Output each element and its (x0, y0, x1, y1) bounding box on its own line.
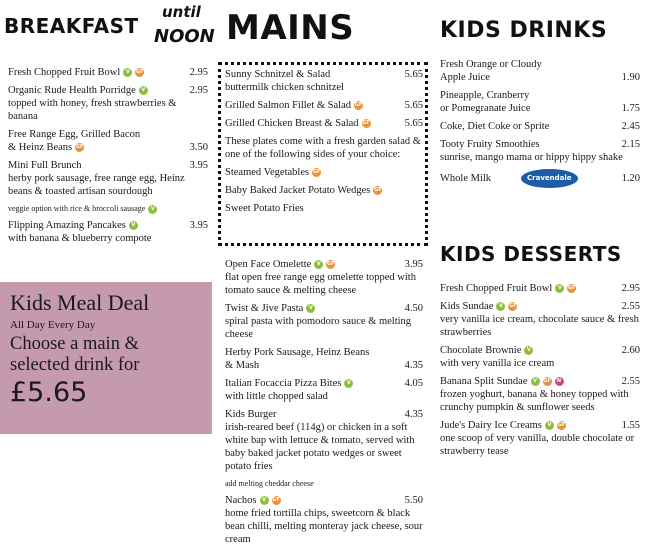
item-name: Sunny Schnitzel & Salad (225, 69, 331, 80)
item-price: 3.95 (404, 259, 423, 270)
item-name-row (440, 138, 640, 151)
menu-item (440, 89, 640, 115)
item-name-cont: & Heinz Beans (8, 142, 73, 153)
menu-item (440, 138, 640, 164)
item-price: 2.45 (621, 121, 640, 132)
menu-item (225, 202, 423, 215)
item-description: with banana & blueberry compote (8, 233, 152, 244)
vegetarian-badge-icon: V (306, 304, 315, 313)
item-name: Banana Split Sundae (440, 376, 528, 387)
noon-label: NOON (154, 26, 215, 47)
menu-item (225, 258, 423, 297)
item-name: Open Face Omelette (225, 259, 312, 270)
item-price: 2.95 (189, 85, 208, 96)
item-price: 1.90 (621, 72, 640, 83)
gluten-free-badge-icon: GF (75, 144, 84, 150)
vegetarian-badge-icon: V (314, 260, 323, 269)
item-name: Free Range Egg, Grilled Bacon (8, 129, 141, 140)
item-name: Sweet Potato Fries (225, 203, 304, 214)
item-name-row (440, 169, 640, 188)
item-name-row (440, 71, 640, 84)
vegetarian-badge-icon: V (524, 346, 533, 355)
item-name-row (440, 300, 640, 313)
deal-line-2: selected drink for (10, 355, 140, 375)
menu-item (8, 84, 208, 123)
item-name: Pineapple, Cranberry (440, 90, 530, 101)
menu-item (440, 419, 640, 458)
item-name-row (440, 282, 640, 295)
breakfast-heading: BREAKFAST (4, 14, 139, 38)
item-price: 5.65 (404, 100, 423, 111)
menu-item (8, 128, 208, 154)
item-name-row (225, 408, 423, 421)
item-price: 2.15 (621, 139, 640, 150)
vegetarian-badge-icon: V (129, 221, 138, 230)
item-description: home fried tortilla chips, sweetcorn & black bean chilli, melting monteray jack cheese, sour cream (225, 508, 423, 545)
item-name: Italian Focaccia Pizza Bites (225, 378, 342, 389)
menu-item (440, 169, 640, 188)
item-price: 5.65 (404, 118, 423, 129)
deal-subtitle: All Day Every Day (10, 319, 96, 331)
item-name-row (8, 159, 208, 172)
item-name-row (225, 202, 423, 215)
item-name: Fresh Orange or Cloudy (440, 59, 542, 70)
deal-title: Kids Meal Deal (10, 290, 150, 315)
menu-item (225, 68, 423, 94)
mains-platter-list (225, 68, 423, 220)
vegetarian-badge-icon: V (555, 284, 564, 293)
item-name: Whole Milk (440, 173, 492, 184)
item-name-row (225, 117, 423, 130)
item-note (225, 478, 423, 489)
item-note (8, 203, 208, 214)
item-name-cont: & Mash (225, 360, 260, 371)
menu-item (225, 302, 423, 341)
vegetarian-badge-icon: V (260, 496, 269, 505)
menu-item (440, 58, 640, 84)
item-name-row (8, 141, 208, 154)
vegetarian-badge-icon: V (545, 421, 554, 430)
item-price: 2.95 (189, 67, 208, 78)
vegetarian-badge-icon: V (123, 68, 132, 77)
item-price: 1.55 (621, 420, 640, 431)
gluten-free-badge-icon: GF (509, 303, 517, 309)
item-name-row (440, 102, 640, 115)
item-name: Coke, Diet Coke or Sprite (440, 121, 550, 132)
vegetarian-badge-icon: V (344, 379, 353, 388)
item-price: 2.55 (621, 376, 640, 387)
mains-heading: MAINS (226, 8, 355, 48)
item-price: 3.50 (189, 142, 208, 153)
item-name-row (225, 258, 423, 271)
item-name-row (440, 375, 640, 388)
item-name-cont: or Pomegranate Juice (440, 103, 531, 114)
item-name-row (225, 494, 423, 507)
kids-meal-deal (0, 282, 212, 434)
item-description: flat open free range egg omelette topped with tomato sauce & melting cheese (225, 272, 416, 296)
until-label: until (162, 3, 201, 21)
item-description: herby pork sausage, free range egg, Heinz beans & toasted artisan sourdough (8, 173, 185, 197)
item-price: 3.95 (189, 220, 208, 231)
menu-item (225, 346, 423, 372)
menu-item (225, 408, 423, 473)
menu-item (225, 494, 423, 546)
item-name: Chocolate Brownie (440, 345, 522, 356)
item-note-text: add melting cheddar cheese (225, 479, 314, 488)
item-description: irish-reared beef (114g) or chicken in a soft white bap with lettuce & tomato, served with baby baked jacket potato wedges or sweet potato fries (225, 422, 415, 472)
item-description: one scoop of very vanilla, double chocolate or strawberry tease (440, 433, 635, 457)
item-price: 2.55 (621, 301, 640, 312)
item-name-row (8, 219, 208, 232)
breakfast-list (8, 66, 208, 250)
item-description: topped with honey, fresh strawberries & banana (8, 98, 177, 122)
item-name: Mini Full Brunch (8, 160, 82, 171)
item-price: 4.35 (404, 360, 423, 371)
item-name: Fresh Chopped Fruit Bowl (440, 283, 553, 294)
item-price: 5.65 (404, 69, 423, 80)
nuts-badge-icon: N (555, 377, 564, 386)
gluten-free-badge-icon: GF (557, 422, 566, 428)
gluten-free-badge-icon: GF (374, 187, 382, 193)
item-description: with very vanilla ice cream (440, 358, 555, 369)
vegetarian-badge-icon: V (148, 205, 157, 214)
menu-item (225, 117, 423, 130)
gluten-free-badge-icon: GF (272, 497, 280, 503)
vegetarian-badge-icon: V (531, 377, 540, 386)
item-name: Baby Baked Jacket Potato Wedges (225, 185, 371, 196)
item-price: 2.95 (621, 283, 640, 294)
item-name-row (225, 184, 423, 197)
menu-item (440, 120, 640, 133)
item-description: very vanilla ice cream, chocolate sauce & fresh strawberries (440, 314, 639, 338)
item-price: 4.50 (404, 303, 423, 314)
menu-item (225, 135, 423, 161)
item-name-row (440, 419, 640, 432)
kids-drinks-heading: KIDS DRINKS (440, 18, 608, 43)
gluten-free-badge-icon: GF (354, 102, 363, 108)
gluten-free-badge-icon: GF (327, 261, 335, 267)
vegetarian-badge-icon: V (496, 302, 505, 311)
item-name: Jude's Dairy Ice Creams (440, 420, 542, 431)
menu-item (8, 159, 208, 198)
item-name-cont: Apple Juice (440, 72, 490, 83)
item-name-row (225, 377, 423, 390)
item-name: Flipping Amazing Pancakes (8, 220, 126, 231)
item-name-row (225, 68, 423, 81)
menu-item (225, 377, 423, 403)
item-description: buttermilk chicken schnitzel (225, 82, 344, 93)
item-description: with little chopped salad (225, 391, 328, 402)
item-name: Organic Rude Health Porridge (8, 85, 136, 96)
item-name-row (225, 99, 423, 112)
kids-drinks-list (440, 58, 640, 193)
item-name: Tooty Fruity Smoothies (440, 139, 540, 150)
item-name: Grilled Chicken Breast & Salad (225, 118, 359, 129)
item-name-row (8, 84, 208, 97)
kids-desserts-heading: KIDS DESSERTS (440, 242, 622, 266)
menu-item (440, 300, 640, 339)
gluten-free-badge-icon: GF (362, 120, 370, 126)
gluten-free-badge-icon: GF (312, 169, 321, 175)
item-price: 4.05 (404, 378, 423, 389)
item-name-row (225, 359, 423, 372)
item-description: sunrise, mango mama or hippy hippy shake (440, 152, 623, 163)
item-name: Grilled Salmon Fillet & Salad (225, 100, 351, 111)
item-description: frozen yoghurt, banana & honey topped with crunchy pumpkin & sunflower seeds (440, 389, 629, 413)
item-price: 3.95 (189, 160, 208, 171)
gluten-free-badge-icon: GF (543, 378, 551, 384)
item-price: 4.35 (404, 409, 423, 420)
item-description: spiral pasta with pomodoro sauce & melting cheese (225, 316, 412, 340)
item-name: Nachos (225, 495, 257, 506)
item-name: Kids Burger (225, 409, 277, 420)
kids-desserts-list (440, 282, 640, 463)
vegetarian-badge-icon: V (139, 86, 148, 95)
item-name-row (440, 120, 640, 133)
gluten-free-badge-icon: GF (136, 69, 144, 75)
item-name: Steamed Vegetables (225, 167, 310, 178)
item-description: These plates come with a fresh garden salad & one of the following sides of your choice: (225, 136, 421, 160)
menu-item (440, 375, 640, 414)
item-name-row (8, 66, 208, 79)
mains-list (225, 258, 423, 551)
item-price: 2.60 (621, 345, 640, 356)
deal-line-1: Choose a main & (10, 334, 139, 354)
item-name-row (225, 302, 423, 315)
item-name-row (440, 344, 640, 357)
menu-item (8, 66, 208, 79)
item-name: Kids Sundae (440, 301, 494, 312)
deal-price: £5.65 (10, 377, 88, 408)
menu-item (440, 344, 640, 370)
item-name: Herby Pork Sausage, Heinz Beans (225, 347, 370, 358)
item-name: Fresh Chopped Fruit Bowl (8, 67, 121, 78)
item-name: Twist & Jive Pasta (225, 303, 304, 314)
menu-item (225, 99, 423, 112)
item-name-row (225, 166, 423, 179)
item-note-text: veggie option with rice & broccoli sausage (8, 204, 146, 213)
menu-item (225, 166, 423, 179)
cravendale-logo: Cravendale (521, 169, 578, 188)
item-price: 1.20 (621, 173, 640, 184)
menu-item (8, 219, 208, 245)
gluten-free-badge-icon: GF (568, 285, 576, 291)
item-price: 5.50 (404, 495, 423, 506)
menu-item (440, 282, 640, 295)
menu-item (225, 184, 423, 197)
item-price: 1.75 (621, 103, 640, 114)
